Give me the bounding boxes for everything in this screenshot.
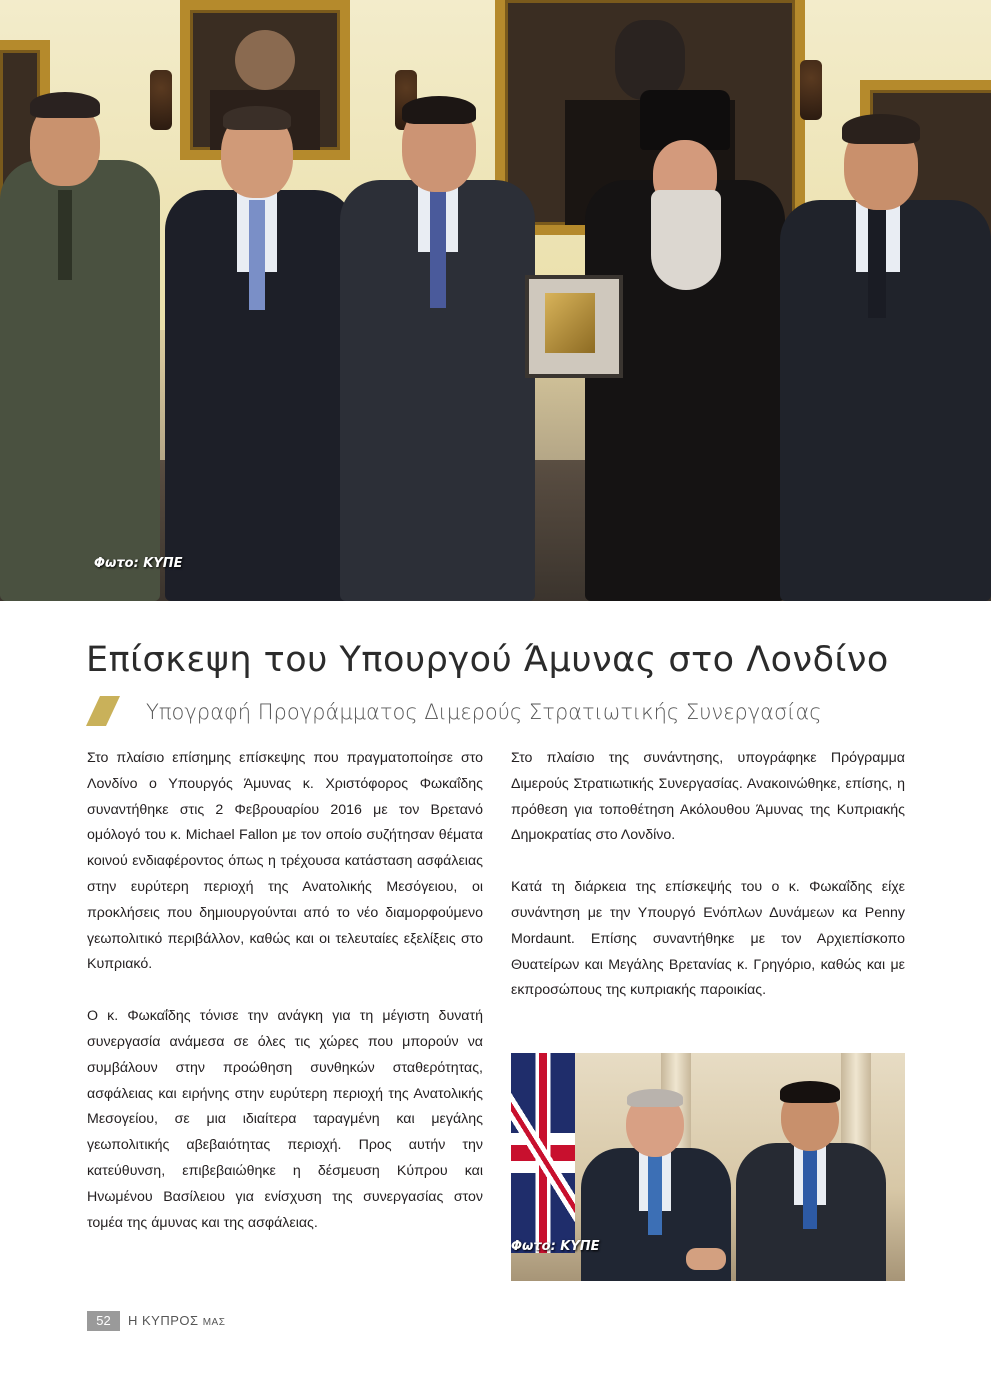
- handshake: [686, 1248, 726, 1270]
- paragraph: Κατά τη διάρκεια της επίσκεψής του ο κ. Φωκαΐδης είχε συνάντηση με την Υπουργό Ενόπλων Δυνάμεων κα Penny Mordaunt. Επίσης συναντήθηκε με τον Αρχιεπίσκοπο Θυατείρων και Μεγάλης Βρετανίας κ. Γρηγόριο, καθώς και με εκπροσώπους της κυπριακής παροικίας.: [511, 879, 905, 999]
- article-column-left: [87, 746, 483, 1236]
- person-left-suit: [165, 110, 355, 601]
- hero-photo: [0, 0, 991, 601]
- person-military-officer: [0, 80, 160, 601]
- hero-photo-credit: Φωτο: ΚΥΠΕ: [94, 556, 183, 571]
- person-fokaides: [736, 1083, 886, 1281]
- wall-sconce-right: [800, 60, 822, 120]
- person-defence-minister: [340, 100, 535, 601]
- paragraph: Στο πλαίσιο της συνάντησης, υπογράφηκε Πρόγραμμα Διμερούς Στρατιωτικής Συνεργασίας. Ανακοινώθηκε, επίσης, η πρόθεση για τοποθέτηση Ακόλουθου Άμυνας της Κυπριακής Δημοκρατίας στο Λονδίνο.: [511, 750, 905, 844]
- article-subtitle: Υπογραφή Προγράμματος Διμερούς Στρατιωτικής Συνεργασίας: [146, 700, 822, 724]
- meeting-photo-credit: Φωτο: ΚΥΠΕ: [511, 1239, 600, 1254]
- paragraph: Στο πλαίσιο επίσημης επίσκεψης που πραγματοποίησε στο Λονδίνο ο Υπουργός Άμυνας κ. Χριστόφορος Φωκαΐδης συναντήθηκε στις 2 Φεβρουαρίου 2016 με τον Βρετανό ομόλογό του κ. Michael Fallon με τον οποίο συζήτησαν θέματα κοινού ενδιαφέροντος όπως η τρέχουσα κατάσταση ασφάλειας στην ευρύτερη περιοχή της Ανατολικής Μεσόγειου, οι προκλήσεις που δημιουργούνται από το νέο διαμορφούμενο γεωπολιτικό περιβάλλον, καθώς και οι τελευταίες εξελίξεις στο Κυπριακό.: [87, 750, 483, 973]
- magazine-name: [128, 1311, 225, 1331]
- accent-slash-icon: [86, 696, 120, 726]
- magazine-title: Η ΚΥΠΡΟΣ: [128, 1313, 199, 1328]
- union-flag: [511, 1053, 575, 1253]
- meeting-photo: [511, 1053, 905, 1281]
- plaque-gift: [525, 275, 623, 378]
- magazine-title-suffix: ΜΑΣ: [202, 1317, 226, 1328]
- article-column-right: [511, 746, 905, 1004]
- page-number: 52: [87, 1311, 120, 1331]
- person-right-suit: [780, 120, 991, 601]
- article-title: Επίσκεψη του Υπουργού Άμυνας στο Λονδίνο: [86, 640, 889, 680]
- paragraph: Ο κ. Φωκαΐδης τόνισε την ανάγκη για τη μέγιστη δυνατή συνεργασία ανάμεσα σε όλες τις χώρες που μπορούν να συμβάλουν στην προώθηση συνθηκών σταθερότητας, ασφάλειας και ειρήνης στην ευρύτερη περιοχή της Ανατολικής Μεσογείου, σε μια ιδιαίτερα ταραγμένη και μεγάλης γεωπολιτικής αβεβαιότητας περιοχή. Προς αυτήν την κατεύθυνση, επιβεβαιώθηκε η δέσμευση Κύπρου και Ηνωμένου Βασίλειου για ενίσχυση της συνεργασίας στον τομέα της άμυνας και της ασφάλειας.: [87, 1008, 483, 1231]
